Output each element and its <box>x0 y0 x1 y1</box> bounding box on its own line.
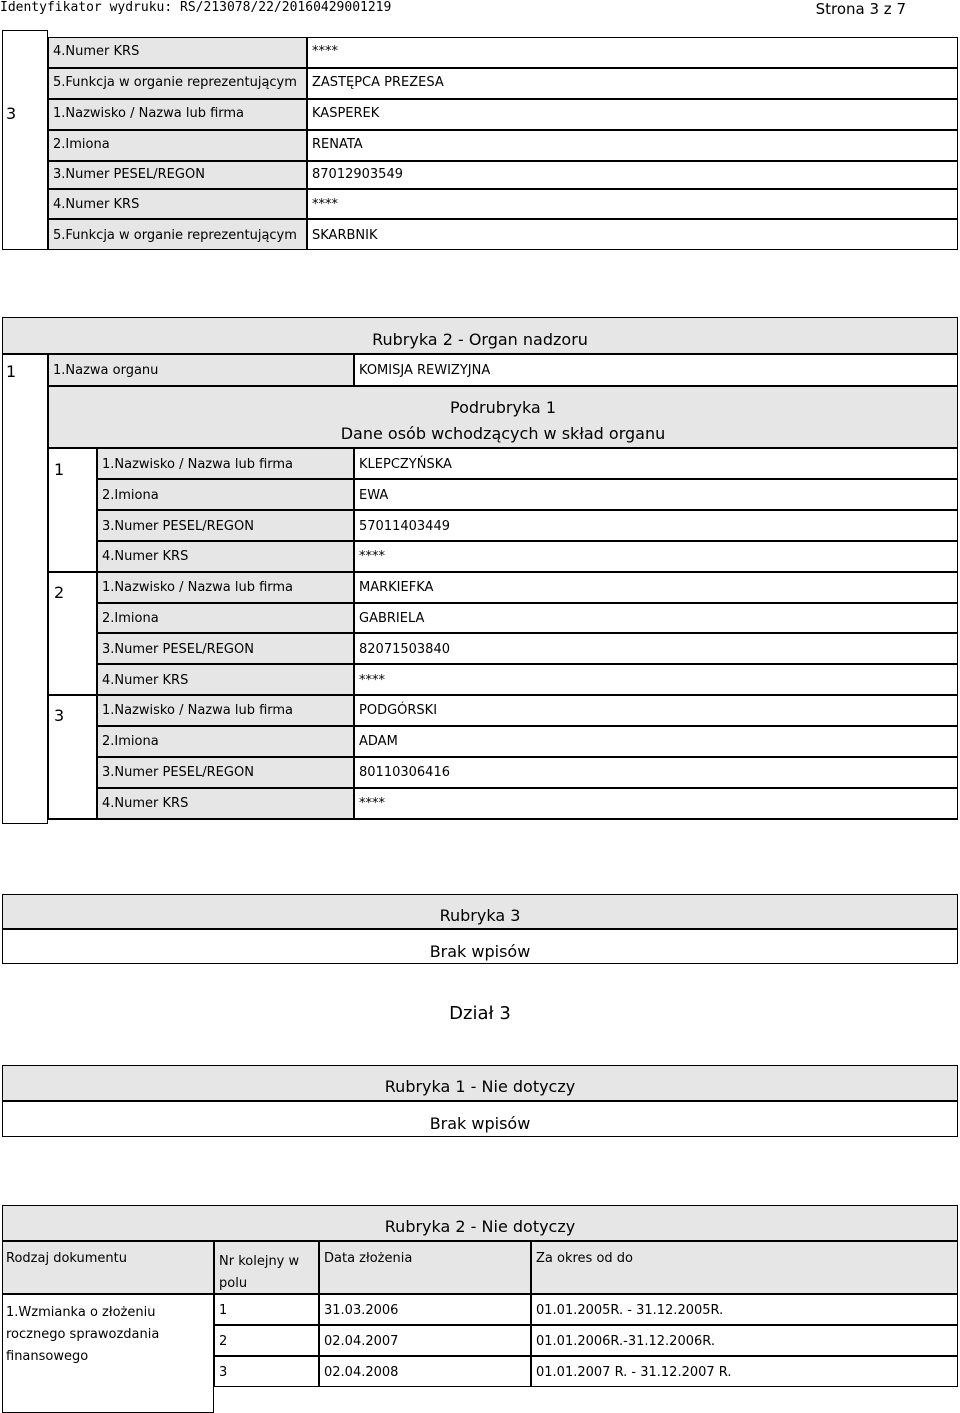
subsection-title: Podrubryka 1 <box>450 398 556 417</box>
cell-nr: 3 <box>219 1365 228 1380</box>
section-title: Rubryka 2 - Organ nadzoru <box>372 330 588 349</box>
column-header-data: Data złożenia <box>324 1251 413 1266</box>
label-numer-krs: 4.Numer KRS <box>102 549 189 564</box>
label-imiona: 2.Imiona <box>102 488 159 503</box>
print-identifier: Identyfikator wydruku: RS/213078/22/20160429001219 <box>0 0 392 15</box>
value-imiona: RENATA <box>312 137 363 152</box>
cell-date: 31.03.2006 <box>324 1303 399 1318</box>
row-number: 3 <box>6 104 17 123</box>
label-numer-krs: 4.Numer KRS <box>102 673 189 688</box>
label-pesel: 3.Numer PESEL/REGON <box>102 765 254 780</box>
column-header-nr: Nr kolejny w polu <box>219 1254 300 1291</box>
label-pesel: 3.Numer PESEL/REGON <box>102 642 254 657</box>
cell-period: 01.01.2006R.-31.12.2006R. <box>536 1334 715 1349</box>
value-funkcja: ZASTĘPCA PREZESA <box>312 75 444 90</box>
value-pesel: 57011403449 <box>359 519 450 534</box>
label-funkcja: 5.Funkcja w organie reprezentującym <box>53 75 297 90</box>
section-title: Rubryka 1 - Nie dotyczy <box>384 1077 576 1096</box>
column-header-rodzaj: Rodzaj dokumentu <box>6 1251 127 1266</box>
label-nazwisko: 1.Nazwisko / Nazwa lub firma <box>102 580 294 595</box>
value-pesel: 80110306416 <box>359 765 450 780</box>
label-numer-krs: 4.Numer KRS <box>53 44 140 59</box>
person-number: 1 <box>54 460 65 479</box>
empty-note: Brak wpisów <box>429 942 531 961</box>
person-number: 2 <box>54 583 65 602</box>
value-pesel: 82071503840 <box>359 642 450 657</box>
cell-nr: 2 <box>219 1334 228 1349</box>
section-title: Rubryka 3 <box>439 906 521 925</box>
cell-period: 01.01.2005R. - 31.12.2005R. <box>536 1303 724 1318</box>
label-numer-krs: 4.Numer KRS <box>53 197 140 212</box>
label-nazwisko: 1.Nazwisko / Nazwa lub firma <box>102 457 294 472</box>
label-numer-krs: 4.Numer KRS <box>102 796 189 811</box>
cell-nr: 1 <box>219 1303 228 1318</box>
person-number: 3 <box>54 706 65 725</box>
label-funkcja: 5.Funkcja w organie reprezentującym <box>53 228 297 243</box>
label-imiona: 2.Imiona <box>102 734 159 749</box>
cell-date: 02.04.2007 <box>324 1334 399 1349</box>
label-nazwisko: 1.Nazwisko / Nazwa lub firma <box>53 106 245 121</box>
value-nazwisko: PODGÓRSKI <box>359 703 438 718</box>
section-title: Rubryka 2 - Nie dotyczy <box>384 1217 576 1236</box>
chapter-title: Dział 3 <box>449 1003 511 1024</box>
label-nazwa-organu: 1.Nazwa organu <box>53 363 159 378</box>
value-pesel: 87012903549 <box>312 167 403 182</box>
value-imiona: EWA <box>359 488 389 503</box>
value-nazwisko: KASPEREK <box>312 106 380 121</box>
value-numer-krs: **** <box>312 197 338 212</box>
subsection-subtitle: Dane osób wchodzących w skład organu <box>340 424 666 443</box>
page-number: Strona 3 z 7 <box>815 0 906 18</box>
label-imiona: 2.Imiona <box>53 137 110 152</box>
cell-date: 02.04.2008 <box>324 1365 399 1380</box>
value-nazwa-organu: KOMISJA REWIZYJNA <box>359 363 491 378</box>
cell-period: 01.01.2007 R. - 31.12.2007 R. <box>536 1365 732 1380</box>
document-type: 1.Wzmianka o złożeniu rocznego sprawozdania finansowego <box>6 1305 160 1364</box>
label-imiona: 2.Imiona <box>102 611 159 626</box>
value-numer-krs: **** <box>359 673 385 688</box>
label-nazwisko: 1.Nazwisko / Nazwa lub firma <box>102 703 294 718</box>
value-imiona: ADAM <box>359 734 398 749</box>
row-number: 1 <box>6 362 17 381</box>
column-header-okres: Za okres od do <box>536 1251 633 1266</box>
label-pesel: 3.Numer PESEL/REGON <box>102 519 254 534</box>
label-pesel: 3.Numer PESEL/REGON <box>53 167 205 182</box>
value-nazwisko: KLEPCZYŃSKA <box>359 457 452 472</box>
value-funkcja: SKARBNIK <box>312 228 378 243</box>
value-numer-krs: **** <box>359 796 385 811</box>
value-imiona: GABRIELA <box>359 611 425 626</box>
value-nazwisko: MARKIEFKA <box>359 580 434 595</box>
value-numer-krs: **** <box>359 549 385 564</box>
empty-note: Brak wpisów <box>429 1114 531 1133</box>
value-numer-krs: **** <box>312 44 338 59</box>
